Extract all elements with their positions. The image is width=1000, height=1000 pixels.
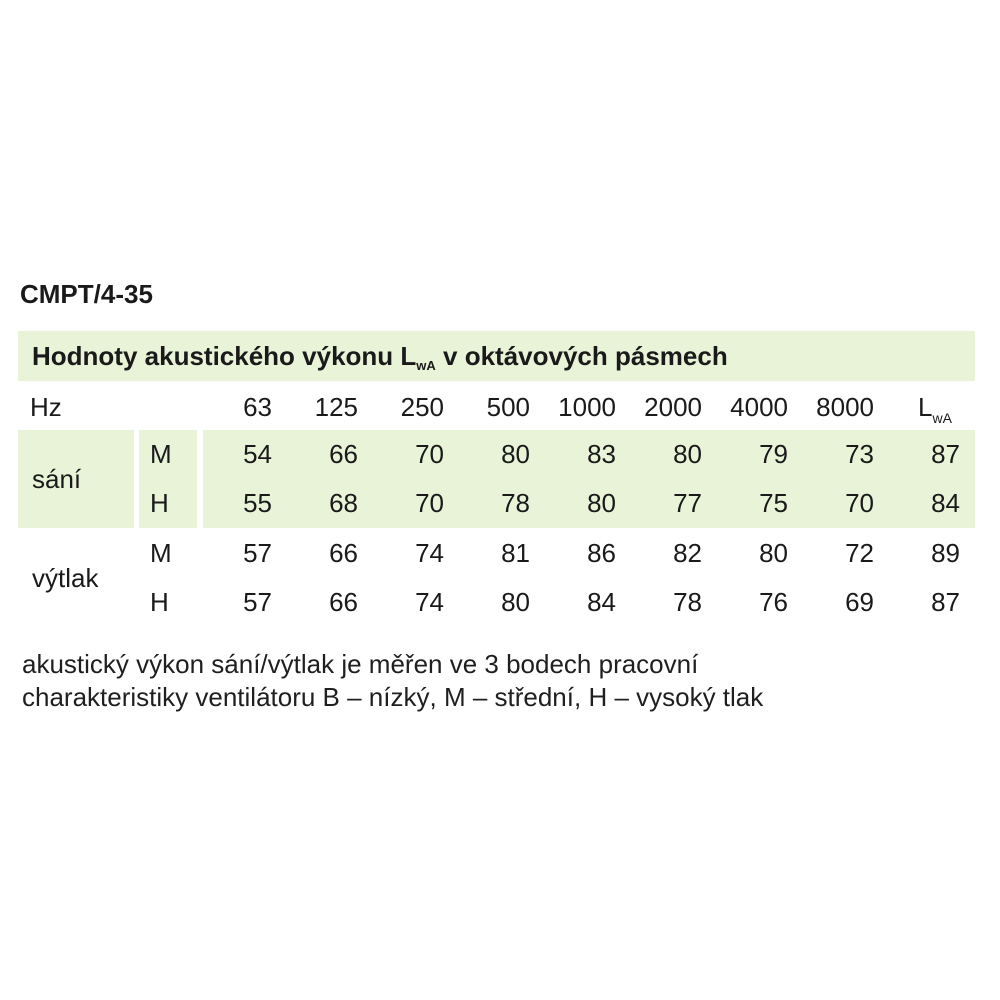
- value-cell: 74: [415, 538, 444, 568]
- lwa-cell: 89: [931, 538, 960, 568]
- header-subscript: wA: [416, 358, 436, 373]
- table-row: [0, 529, 1000, 577]
- freq-125: 125: [314, 392, 358, 422]
- value-cell: 80: [759, 538, 788, 568]
- product-title: CMPT/4-35: [20, 279, 153, 309]
- value-cell: 80: [673, 439, 702, 469]
- value-cell: 69: [845, 587, 874, 617]
- lwa-cell: 84: [931, 488, 960, 518]
- value-cell: 70: [415, 488, 444, 518]
- value-cell: 80: [501, 439, 530, 469]
- header-prefix: Hodnoty akustického výkonu L: [32, 341, 417, 371]
- freq-4000: 4000: [730, 392, 788, 422]
- mode-label: M: [150, 538, 172, 568]
- header-suffix: v oktávových pásmech: [435, 341, 728, 371]
- freq-1000: 1000: [558, 392, 616, 422]
- value-cell: 84: [587, 587, 616, 617]
- value-cell: 82: [673, 538, 702, 568]
- value-cell: 81: [501, 538, 530, 568]
- lwa-sub: wA: [932, 410, 952, 426]
- freq-250: 250: [400, 392, 444, 422]
- value-cell: 80: [501, 587, 530, 617]
- value-cell: 78: [673, 587, 702, 617]
- value-cell: 77: [673, 488, 702, 518]
- value-cell: 78: [501, 488, 530, 518]
- group-label-vytlak: výtlak: [32, 563, 99, 593]
- lwa-cell: 87: [931, 587, 960, 617]
- value-cell: 74: [415, 587, 444, 617]
- value-cell: 70: [415, 439, 444, 469]
- footnote-line-1: akustický výkon sání/výtlak je měřen ve 3 bodech pracovní: [22, 649, 699, 679]
- value-cell: 79: [759, 439, 788, 469]
- mode-label: M: [150, 439, 172, 469]
- freq-8000: 8000: [816, 392, 874, 422]
- value-cell: 76: [759, 587, 788, 617]
- table-header-band: [18, 331, 975, 381]
- freq-2000: 2000: [644, 392, 702, 422]
- footnote: [22, 648, 982, 714]
- freq-63: 63: [243, 392, 272, 422]
- value-cell: 68: [329, 488, 358, 518]
- footnote-line-2: charakteristiky ventilátoru B – nízký, M – střední, H – vysoký tlak: [22, 682, 764, 712]
- value-cell: 83: [587, 439, 616, 469]
- table-row: [0, 479, 1000, 527]
- value-cell: 54: [243, 439, 272, 469]
- value-cell: 70: [845, 488, 874, 518]
- table-row: [0, 430, 1000, 478]
- value-cell: 80: [587, 488, 616, 518]
- group-label-sani: sání: [32, 464, 82, 494]
- mode-label: H: [150, 587, 169, 617]
- value-cell: 66: [329, 439, 358, 469]
- value-cell: 73: [845, 439, 874, 469]
- lwa-cell: 87: [931, 439, 960, 469]
- table-row: [0, 578, 1000, 626]
- value-cell: 55: [243, 488, 272, 518]
- value-cell: 57: [243, 538, 272, 568]
- lwa-main: L: [918, 392, 933, 422]
- hz-label: Hz: [30, 392, 62, 422]
- value-cell: 57: [243, 587, 272, 617]
- value-cell: 66: [329, 538, 358, 568]
- mode-label: H: [150, 488, 169, 518]
- value-cell: 66: [329, 587, 358, 617]
- value-cell: 75: [759, 488, 788, 518]
- freq-500: 500: [486, 392, 530, 422]
- value-cell: 86: [587, 538, 616, 568]
- frequency-header-row: [0, 388, 1000, 426]
- value-cell: 72: [845, 538, 874, 568]
